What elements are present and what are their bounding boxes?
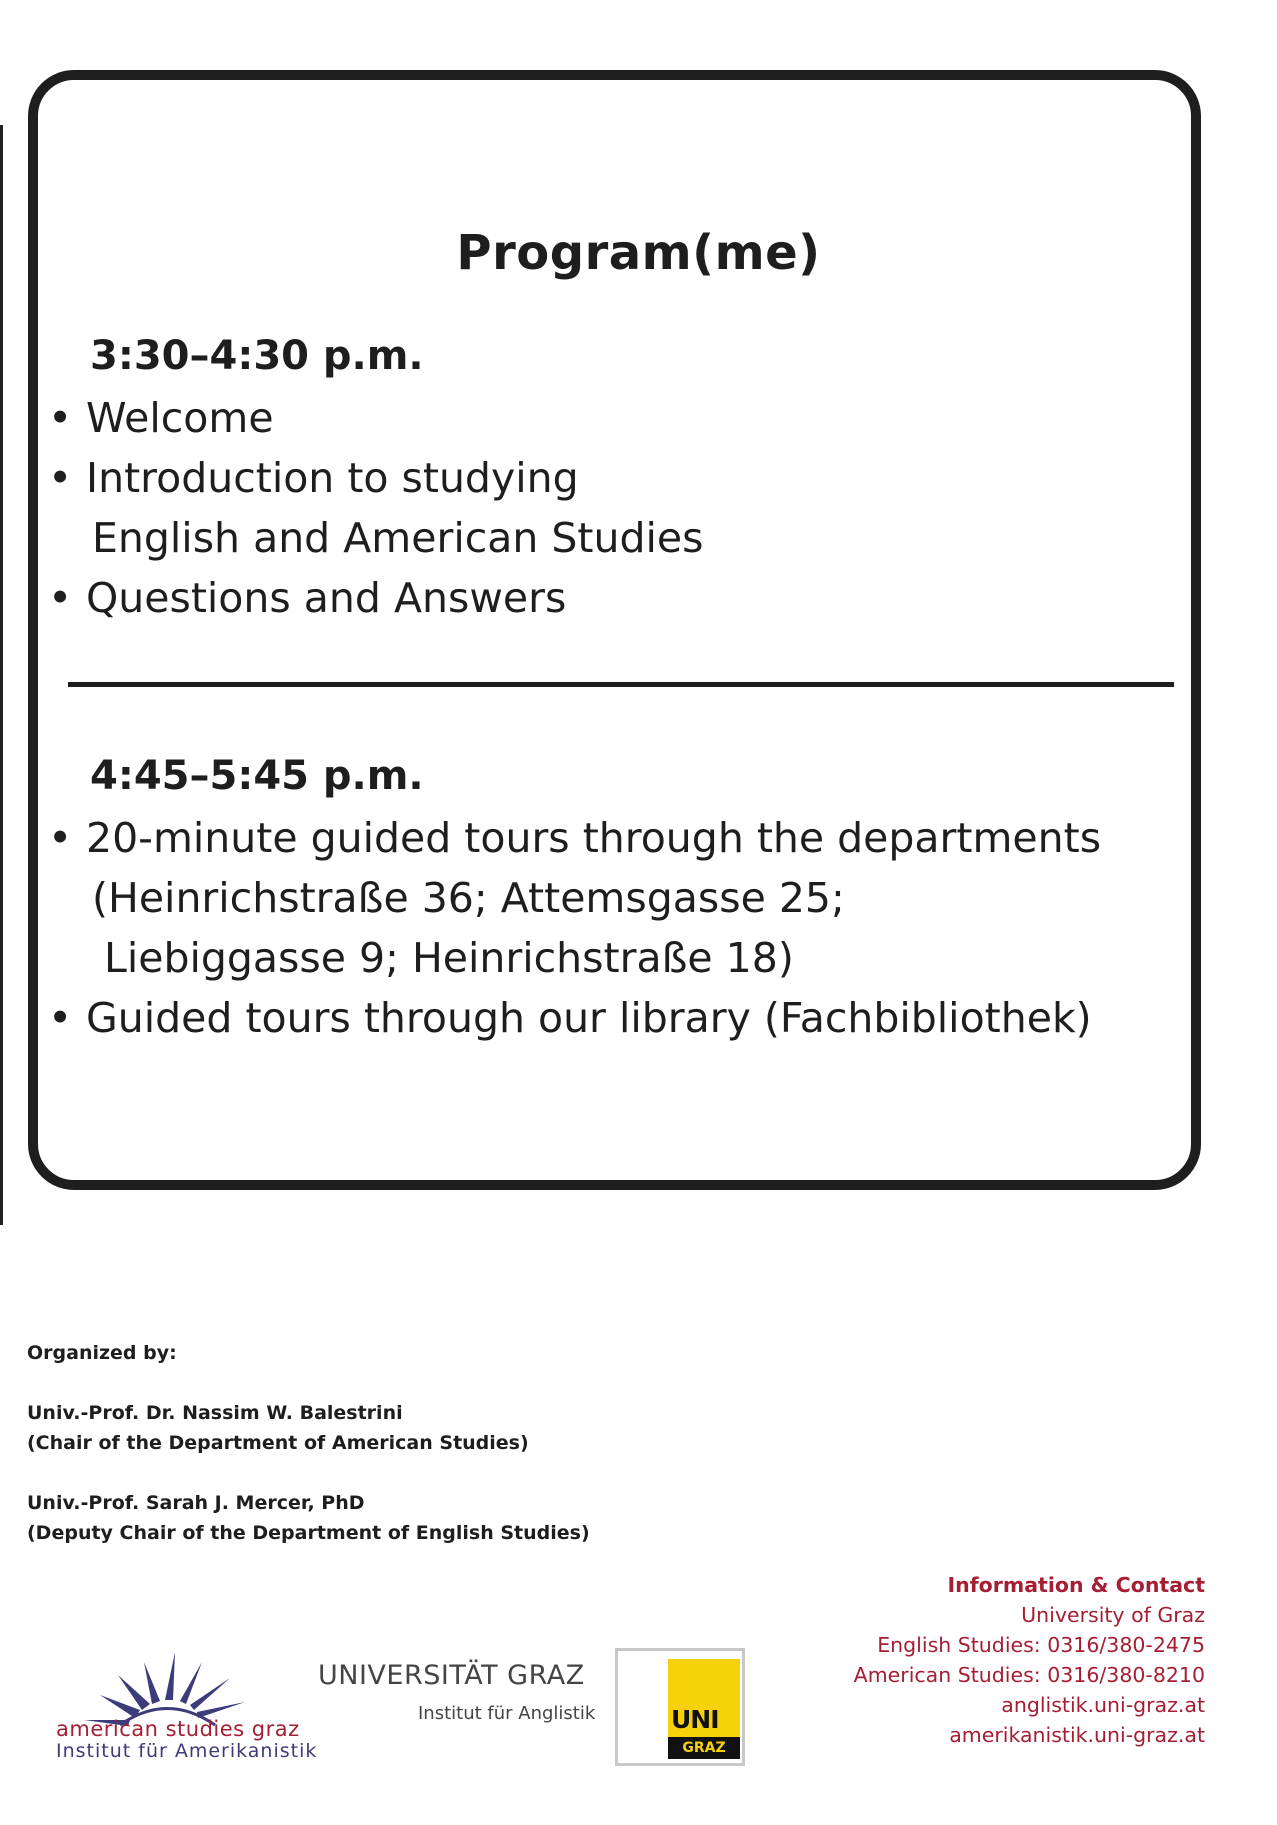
organizer-name: Univ.-Prof. Sarah J. Mercer, PhD (27, 1492, 365, 1514)
organizers-label: Organized by: (27, 1342, 177, 1364)
list-item: • Questions and Answers (48, 568, 703, 628)
contact-heading: Information & Contact (947, 1573, 1205, 1597)
american-studies-logo-name: american studies graz (56, 1717, 300, 1741)
organizer-name: Univ.-Prof. Dr. Nassim W. Balestrini (27, 1402, 403, 1424)
american-studies-logo-sub: Institut für Amerikanistik (56, 1740, 318, 1762)
list-item: • Guided tours through our library (Fachbibliothek) (48, 988, 1101, 1048)
uni-graz-institute: Institut für Anglistik (418, 1703, 596, 1724)
list-item: • 20-minute guided tours through the departments (Heinrichstraße 36; Attemsgasse 25; Liebiggasse 9; Heinrichstraße 18) (48, 808, 1101, 988)
contact-line: University of Graz (1021, 1603, 1205, 1627)
organizer-role: (Chair of the Department of American Studies) (27, 1432, 529, 1454)
organizer-role: (Deputy Chair of the Department of English Studies) (27, 1522, 590, 1544)
uni-graz-badge-top: UNI (671, 1705, 719, 1734)
page-title: Program(me) (456, 225, 821, 281)
uni-graz-logo (615, 1648, 745, 1766)
session-2-list (48, 808, 1101, 1048)
contact-line: English Studies: 0316/380-2475 (877, 1633, 1205, 1657)
contact-line: American Studies: 0316/380-8210 (853, 1663, 1205, 1687)
list-item: • Introduction to studying English and American Studies (48, 448, 703, 568)
session-2-time: 4:45–5:45 p.m. (90, 753, 424, 799)
uni-graz-wordmark: UNIVERSITÄT GRAZ (318, 1660, 585, 1691)
contact-link[interactable]: anglistik.uni-graz.at (1001, 1693, 1205, 1717)
uni-graz-badge-bottom: GRAZ (668, 1737, 740, 1759)
session-1-list (48, 388, 703, 628)
session-divider (68, 682, 1174, 687)
list-item: • Welcome (48, 388, 703, 448)
contact-link[interactable]: amerikanistik.uni-graz.at (949, 1723, 1205, 1747)
organizers-block (27, 1338, 590, 1548)
left-edge-rule (0, 125, 3, 1225)
session-1-time: 3:30–4:30 p.m. (90, 333, 424, 379)
contact-block (854, 1570, 1205, 1750)
